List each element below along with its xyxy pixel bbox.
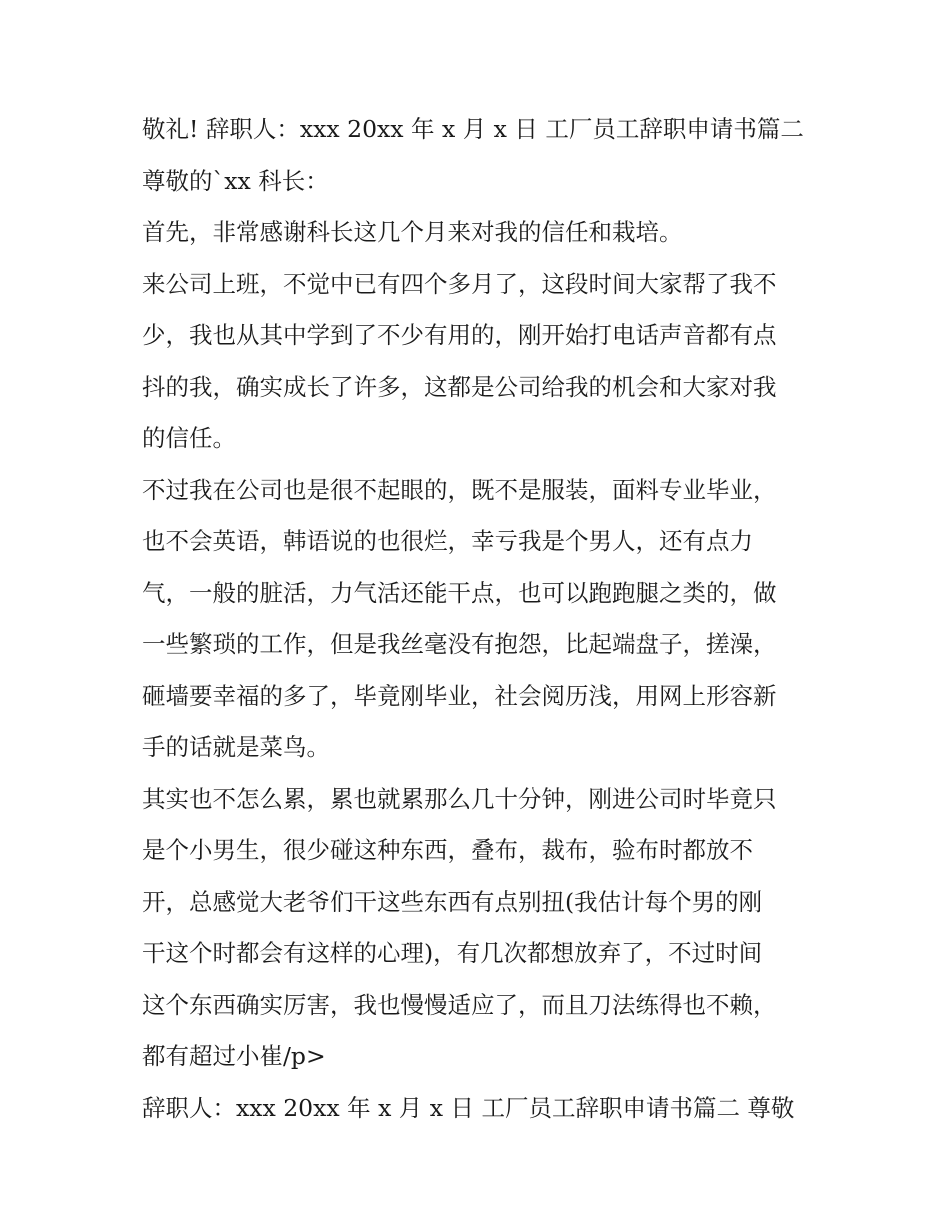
text-line: 不过我在公司也是很不起眼的，既不是服装，面料专业毕业，	[142, 475, 777, 504]
text-line: 这个东西确实厉害，我也慢慢适应了，而且刀法练得也不赖，	[142, 990, 777, 1019]
text-line: 干这个时都会有这样的心理)，有几次都想放弃了，不过时间	[142, 939, 763, 967]
text-line: 也不会英语，韩语说的也很烂，幸亏我是个男人，还有点力	[142, 527, 753, 555]
text-line: 敬礼! 辞职人：xxx 20xx 年 x 月 x 日 工厂员工辞职申请书篇二	[142, 115, 804, 143]
text-line: 都有超过小崔/p>	[142, 1042, 326, 1070]
text-line: 的信任。	[142, 424, 236, 452]
text-line: 是个小男生，很少碰这种东西，叠布，裁布，验布时都放不	[142, 836, 753, 864]
text-line: 开，总感觉大老爷们干这些东西有点别扭(我估计每个男的刚	[142, 887, 763, 916]
text-line: 砸墙要幸福的多了，毕竟刚毕业，社会阅历浅，用网上形容新	[142, 681, 777, 710]
text-line: 抖的我，确实成长了许多，这都是公司给我的机会和大家对我	[142, 372, 777, 401]
document-body	[142, 104, 822, 1134]
text-line: 来公司上班，不觉中已有四个多月了，这段时间大家帮了我不	[142, 269, 777, 298]
text-line: 首先，非常感谢科长这几个月来对我的信任和栽培。	[142, 218, 683, 246]
text-line: 一些繁琐的工作，但是我丝毫没有抱怨，比起端盘子，搓澡，	[142, 630, 777, 658]
text-line: 辞职人：xxx 20xx 年 x 月 x 日 工厂员工辞职申请书篇二 尊敬	[142, 1093, 795, 1122]
text-line: 尊敬的`xx 科长：	[142, 166, 329, 195]
text-line: 手的话就是菜鸟。	[142, 733, 330, 761]
text-line: 气，一般的脏活，力气活还能干点，也可以跑跑腿之类的，做	[142, 578, 777, 607]
text-line: 其实也不怎么累，累也就累那么几十分钟，刚进公司时毕竟只	[142, 784, 777, 813]
text-line: 少，我也从其中学到了不少有用的，刚开始打电话声音都有点	[142, 321, 777, 349]
